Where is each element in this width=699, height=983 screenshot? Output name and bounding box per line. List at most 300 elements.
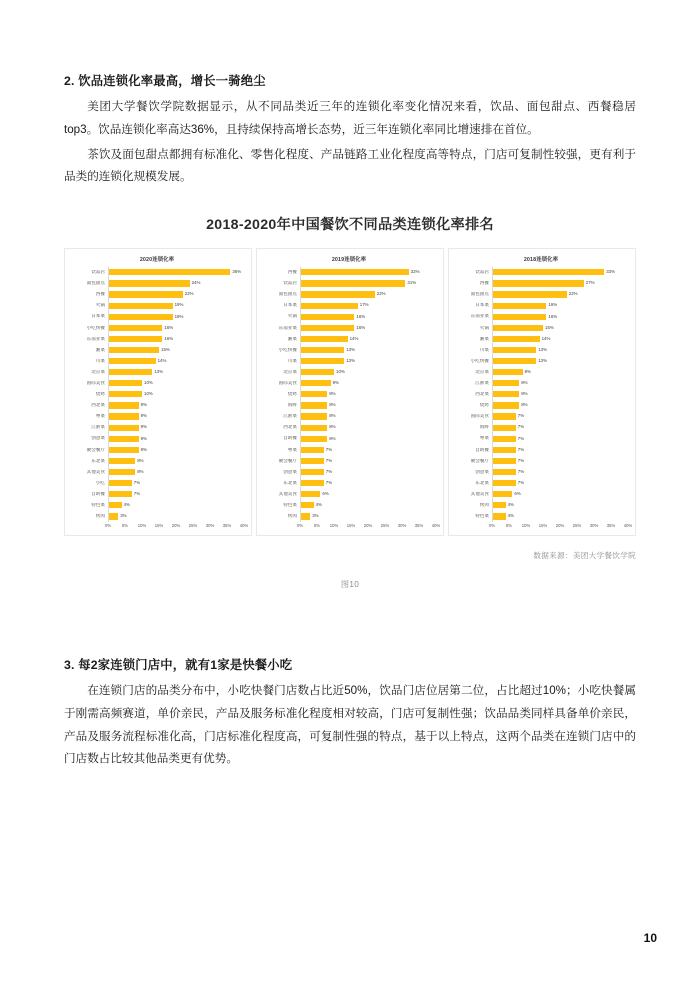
bar-row — [454, 311, 628, 322]
bar-row — [70, 356, 244, 367]
bar — [108, 269, 230, 275]
chart-panel-title: 2020连锁化率 — [139, 256, 175, 263]
x-tick-label: 40% — [623, 522, 633, 528]
bar-wrapper — [300, 469, 436, 475]
bar-wrapper — [108, 269, 244, 275]
bar-row — [262, 356, 436, 367]
bar-value-label: 22% — [376, 291, 386, 297]
bar-category-label: 北京菜 — [91, 369, 105, 374]
bar-row — [454, 344, 628, 355]
x-tick-label: 5% — [121, 522, 129, 528]
bar-wrapper — [492, 325, 628, 331]
bar-wrapper — [300, 336, 436, 342]
bar — [300, 291, 375, 297]
bar-value-label: 8% — [137, 457, 144, 463]
bar-category-label: 其他美食 — [278, 491, 297, 496]
bar-row — [454, 489, 628, 500]
bar-wrapper — [492, 336, 628, 342]
bar — [300, 425, 327, 431]
bar-value-label: 10% — [144, 380, 153, 386]
bar-category-label: 自助餐 — [283, 436, 297, 441]
bar-category-label: 东南亚菜 — [470, 314, 489, 319]
bar-row — [454, 289, 628, 300]
bar-category-label: 东北菜 — [91, 458, 105, 463]
bar-value-label: 10% — [144, 391, 153, 397]
bar — [108, 480, 132, 486]
x-tick-label: 5% — [313, 522, 321, 528]
bar-wrapper — [492, 314, 628, 320]
bar-wrapper — [300, 502, 436, 508]
bar-wrapper — [108, 314, 244, 320]
bar — [300, 380, 331, 386]
bar-category-label: 湘菜 — [287, 336, 297, 341]
section-3-heading: 3. 每2家连锁门店中，就有1家是快餐小吃 — [64, 657, 293, 672]
bar-value-label: 19% — [174, 302, 184, 308]
bar-wrapper — [300, 380, 436, 386]
x-tick-label: 25% — [188, 522, 198, 528]
bar — [492, 413, 516, 419]
bar-category-label: 小吃快餐 — [278, 347, 297, 352]
page-content — [64, 0, 636, 771]
bar-value-label: 36% — [232, 269, 242, 275]
chart-panel-title: 2019连锁化率 — [331, 256, 367, 263]
x-axis — [262, 522, 441, 531]
bar — [108, 347, 159, 353]
bar-category-label: 小吃快餐 — [470, 358, 489, 363]
bar-category-label: 火锅 — [95, 303, 105, 308]
chart-panel-title: 2018连锁化率 — [523, 256, 559, 263]
bar-wrapper — [108, 380, 244, 386]
bar — [108, 336, 162, 342]
bar-value-label: 13% — [538, 346, 547, 352]
bar-row — [262, 422, 436, 433]
bar-wrapper — [492, 303, 628, 309]
bar-value-label: 16% — [164, 324, 174, 330]
bar-value-label: 7% — [517, 413, 525, 419]
x-tick-label: 20% — [555, 522, 565, 528]
bar — [492, 447, 516, 453]
bar-wrapper — [108, 425, 244, 431]
bar-row — [262, 378, 436, 389]
bar — [108, 325, 162, 331]
bar-value-label: 9% — [140, 446, 147, 452]
bar-value-label: 22% — [568, 291, 578, 297]
bar-row — [70, 289, 244, 300]
bar-value-label: 8% — [329, 424, 336, 430]
bar-value-label: 8% — [521, 391, 528, 397]
page-number: 10 — [643, 931, 657, 945]
bar-row — [454, 511, 628, 522]
bar-row — [70, 367, 244, 378]
bar-category-label: 西北菜 — [475, 392, 489, 397]
x-tick-label: 15% — [538, 522, 548, 528]
y-axis-line — [108, 267, 109, 522]
bar-category-label: 西餐 — [287, 270, 297, 275]
bar-category-label: 烧烤 — [95, 392, 105, 397]
bar-value-label: 16% — [356, 313, 366, 319]
bar-row — [70, 433, 244, 444]
bar-value-label: 4% — [507, 513, 514, 519]
bar-value-label: 22% — [184, 291, 194, 297]
bar-category-label: 烤肉 — [479, 503, 489, 508]
bar — [108, 291, 183, 297]
bar-row — [262, 467, 436, 478]
bar-row — [262, 478, 436, 489]
x-tick-label: 0% — [488, 522, 496, 528]
bar-category-label: 粤菜 — [479, 436, 489, 441]
bar-category-label: 聚会餐厅 — [278, 458, 297, 463]
bar-wrapper — [300, 458, 436, 464]
bar-row — [70, 511, 244, 522]
bar — [108, 458, 135, 464]
bar-row — [70, 344, 244, 355]
bar-wrapper — [492, 369, 628, 375]
bar-value-label: 16% — [548, 313, 558, 319]
bar — [492, 291, 567, 297]
bar-value-label: 32% — [410, 269, 420, 275]
bar-category-label: 国际美食 — [278, 381, 297, 385]
bar-value-label: 9% — [140, 402, 147, 408]
bar — [300, 358, 344, 364]
bar-wrapper — [300, 513, 436, 519]
figure-source: 数据来源：美团大学餐饮学院 — [533, 550, 636, 560]
bar-category-label: 烧烤 — [287, 392, 297, 397]
bar — [300, 413, 327, 419]
bar-value-label: 24% — [191, 280, 201, 286]
bar — [108, 314, 173, 320]
x-tick-label: 35% — [222, 522, 232, 528]
bar — [492, 314, 546, 320]
bar-value-label: 15% — [161, 346, 170, 352]
x-tick-label: 0% — [296, 522, 304, 528]
bar-category-label: 创意菜 — [475, 469, 489, 474]
bar-wrapper — [492, 391, 628, 397]
bar-wrapper — [492, 480, 628, 486]
bar-row — [70, 311, 244, 322]
bar — [492, 480, 516, 486]
bar-wrapper — [492, 347, 628, 353]
bar-category-label: 特色菜 — [283, 503, 297, 508]
bar-category-label: 江浙菜 — [283, 414, 297, 419]
bar-row — [70, 389, 244, 400]
bar-row — [454, 467, 628, 478]
bar-row — [454, 422, 628, 433]
bar-wrapper — [108, 336, 244, 342]
bar — [108, 402, 139, 408]
x-axis-ticks — [488, 522, 633, 531]
bar-category-label: 自助餐 — [475, 447, 489, 452]
bar — [300, 402, 327, 408]
bar-value-label: 13% — [154, 369, 163, 374]
bar-category-label: 特色菜 — [91, 503, 105, 508]
bar-category-label: 其他美食 — [86, 469, 105, 474]
bar-category-label: 面包甜点 — [470, 292, 489, 297]
bar — [492, 280, 584, 286]
bar-category-label: 日本菜 — [475, 303, 489, 308]
bar-value-label: 13% — [346, 346, 355, 352]
bar — [300, 347, 344, 353]
bar-wrapper — [492, 291, 628, 297]
bar-wrapper — [108, 347, 244, 353]
bar-category-label: 面包甜点 — [86, 281, 105, 286]
bar — [108, 502, 122, 508]
bar — [108, 436, 139, 442]
bar-category-label: 日本菜 — [283, 303, 297, 308]
bar-row — [454, 356, 628, 367]
bar — [108, 380, 142, 386]
bar-wrapper — [300, 291, 436, 297]
bar-value-label: 7% — [517, 457, 525, 463]
bar-row — [454, 333, 628, 344]
bar — [108, 303, 173, 309]
bar-category-label: 烤肉 — [287, 514, 297, 519]
bar — [108, 425, 139, 431]
bar — [492, 502, 506, 508]
bar-category-label: 烧烤 — [479, 403, 489, 408]
figure-title: 2018-2020年中国餐饮不同品类连锁化率排名 — [206, 216, 494, 233]
bar-wrapper — [492, 425, 628, 431]
bar — [300, 303, 358, 309]
bar-row — [70, 489, 244, 500]
x-tick-label: 15% — [154, 522, 164, 528]
bar-value-label: 16% — [164, 335, 174, 341]
bar-row — [70, 300, 244, 311]
bar-wrapper — [492, 491, 628, 497]
bar-category-label: 西餐 — [95, 292, 105, 297]
x-tick-label: 30% — [205, 522, 215, 528]
bar-row — [70, 467, 244, 478]
bar-category-label: 东北菜 — [283, 480, 297, 485]
bar-value-label: 8% — [521, 380, 528, 386]
bar-value-label: 13% — [346, 357, 355, 363]
bar-value-label: 9% — [332, 380, 339, 386]
bar-category-label: 粤菜 — [95, 414, 105, 419]
bar-value-label: 16% — [548, 302, 558, 308]
bar-wrapper — [300, 369, 436, 375]
bar-value-label: 7% — [325, 468, 333, 474]
bar-value-label: 7% — [133, 491, 141, 497]
bar-value-label: 6% — [322, 491, 329, 497]
bar — [300, 502, 314, 508]
bar — [300, 458, 324, 464]
bar-category-label: 饮品店 — [475, 270, 489, 275]
y-axis-line — [300, 267, 301, 522]
bar-row — [454, 367, 628, 378]
chart-panel-1 — [256, 248, 444, 536]
x-tick-label: 10% — [329, 522, 339, 528]
bar — [492, 458, 516, 464]
section-2-paragraph-2: 茶饮及面包甜点都拥有标准化、零售化程度、产品链路工业化程度高等特点，门店可复制性较强，更有利于品类的连锁化规模发展。 — [64, 147, 636, 184]
bar-wrapper — [300, 280, 436, 286]
bar-wrapper — [492, 413, 628, 419]
bar-category-label: 湘菜 — [95, 347, 105, 352]
bar-wrapper — [108, 303, 244, 309]
bar-row — [70, 378, 244, 389]
bar-row — [454, 400, 628, 411]
bar — [492, 513, 506, 519]
bar — [492, 336, 540, 342]
bar-category-label: 海鲜 — [287, 403, 297, 408]
bar — [300, 513, 310, 519]
bar-category-label: 国际美食 — [470, 414, 489, 419]
bar-category-label: 聚会餐厅 — [86, 447, 105, 452]
bar-wrapper — [108, 491, 244, 497]
bar-value-label: 7% — [517, 446, 525, 452]
bar-value-label: 3% — [312, 513, 319, 519]
bar-row — [70, 333, 244, 344]
bar-category-label: 烤肉 — [95, 514, 105, 519]
bar-wrapper — [300, 402, 436, 408]
bar-category-label: 北京菜 — [475, 369, 489, 374]
bar-value-label: 13% — [538, 357, 547, 363]
bar — [492, 436, 516, 442]
bar-wrapper — [492, 358, 628, 364]
bar — [300, 314, 354, 320]
x-axis-ticks — [296, 522, 441, 531]
bar — [492, 325, 543, 331]
x-tick-label: 5% — [505, 522, 513, 528]
bar-value-label: 16% — [356, 324, 366, 330]
bar-value-label: 27% — [585, 280, 595, 286]
bar — [492, 469, 516, 475]
bar-wrapper — [108, 469, 244, 475]
x-tick-label: 25% — [380, 522, 390, 528]
bar-row — [262, 511, 436, 522]
bar-value-label: 8% — [329, 402, 336, 408]
bar — [300, 336, 348, 342]
bar-category-label: 创意菜 — [283, 469, 297, 474]
bar-wrapper — [492, 458, 628, 464]
bar-wrapper — [300, 436, 436, 442]
bar-value-label: 14% — [157, 357, 167, 363]
bar-value-label: 9% — [524, 369, 531, 374]
bar-row — [70, 411, 244, 422]
bar-row — [454, 478, 628, 489]
bar-wrapper — [492, 402, 628, 408]
bar — [300, 369, 334, 375]
bar-value-label: 7% — [325, 446, 333, 452]
bar-row — [262, 444, 436, 455]
bar — [108, 447, 139, 453]
bar-category-label: 西餐 — [479, 281, 489, 286]
bar-category-label: 江浙菜 — [475, 381, 489, 385]
x-tick-label: 20% — [171, 522, 181, 528]
bar-category-label: 饮品店 — [283, 281, 297, 286]
bar-value-label: 7% — [325, 479, 333, 485]
bar-category-label: 火锅 — [287, 314, 297, 319]
bar-row — [70, 444, 244, 455]
bar — [300, 391, 327, 397]
chain-rate-bar-chart — [64, 248, 636, 536]
bar-row — [70, 478, 244, 489]
bar-category-label: 小吃 — [95, 480, 105, 485]
bar-category-label: 火锅 — [479, 325, 489, 330]
bar-category-label: 国际美食 — [86, 381, 105, 385]
bar-row — [70, 400, 244, 411]
bar-value-label: 7% — [517, 479, 525, 485]
bar-category-label: 聚会餐厅 — [470, 458, 489, 463]
bar-category-label: 东南亚菜 — [278, 325, 297, 330]
x-tick-label: 35% — [414, 522, 424, 528]
bar-value-label: 7% — [517, 424, 525, 430]
bar — [108, 413, 139, 419]
bar-row — [454, 322, 628, 333]
bar — [300, 436, 327, 442]
bar — [300, 269, 409, 275]
bar — [300, 480, 324, 486]
bar-row — [262, 267, 436, 278]
bar-wrapper — [300, 491, 436, 497]
bar-wrapper — [108, 513, 244, 519]
bar-wrapper — [492, 269, 628, 275]
bar-row — [454, 378, 628, 389]
bar-category-label: 面包甜点 — [278, 292, 297, 297]
bar-row — [262, 289, 436, 300]
bar-row — [454, 444, 628, 455]
bar-row — [262, 322, 436, 333]
bar-category-label: 粤菜 — [287, 447, 297, 452]
bar-wrapper — [300, 314, 436, 320]
bar — [300, 280, 405, 286]
bar-wrapper — [108, 480, 244, 486]
bar-wrapper — [108, 458, 244, 464]
bar-row — [262, 278, 436, 289]
bar — [108, 391, 142, 397]
bar-wrapper — [492, 280, 628, 286]
bar — [300, 469, 324, 475]
bar-category-label: 海鲜 — [479, 425, 489, 430]
bar — [108, 469, 135, 475]
bar-row — [70, 455, 244, 466]
x-tick-label: 40% — [431, 522, 441, 528]
bar-category-label: 湘菜 — [479, 336, 489, 341]
bar-value-label: 17% — [359, 302, 369, 308]
bar-value-label: 14% — [541, 335, 551, 341]
bar-row — [262, 333, 436, 344]
bar-value-label: 8% — [521, 402, 528, 408]
bar-value-label: 31% — [407, 280, 417, 286]
section-3-paragraph-1: 在连锁门店的品类分布中，小吃快餐门店数占比近50%，饮品门店位居第二位，占比超过10%；小吃快餐属于刚需高频赛道，单价亲民，产品及服务标准化程度相对较高，门店可复制性强；饮品品类同样具备单价亲民，产品及服务流程标准化高，门店标准化程度高，可复制性强的特点，基于以上特点，这两个品类在连锁门店中的门店数占比较其他品类更有优势。 — [64, 684, 636, 766]
bar-value-label: 3% — [120, 513, 127, 519]
bar — [108, 369, 152, 375]
x-tick-label: 0% — [104, 522, 112, 528]
bar-category-label: 日本菜 — [91, 314, 105, 319]
bar-category-label: 西北菜 — [283, 425, 297, 430]
section-2-paragraph-1: 美团大学餐饮学院数据显示，从不同品类近三年的连锁化率变化情况来看，饮品、面包甜点、西餐稳居top3。饮品连锁化率高达36%，且持续保持高增长态势，近三年连锁化率同比增速排在首位。 — [64, 100, 636, 137]
bar-value-label: 9% — [140, 413, 147, 419]
bar-wrapper — [492, 502, 628, 508]
bar — [492, 491, 512, 497]
x-tick-label: 10% — [521, 522, 531, 528]
bar-row — [70, 278, 244, 289]
bar-wrapper — [108, 413, 244, 419]
bar-row — [454, 455, 628, 466]
bar-category-label: 其他美食 — [470, 491, 489, 496]
bar-row — [262, 500, 436, 511]
bar-value-label: 7% — [325, 457, 333, 463]
bar-category-label: 江浙菜 — [91, 425, 105, 430]
bar-wrapper — [300, 303, 436, 309]
bar-wrapper — [108, 369, 244, 375]
bar-value-label: 7% — [517, 468, 525, 474]
bar-value-label: 4% — [123, 502, 130, 508]
bar-wrapper — [300, 480, 436, 486]
bar-wrapper — [300, 358, 436, 364]
plot-area — [262, 267, 436, 522]
bar-value-label: 10% — [336, 369, 345, 374]
bar-wrapper — [108, 291, 244, 297]
bar-value-label: 33% — [606, 269, 615, 275]
